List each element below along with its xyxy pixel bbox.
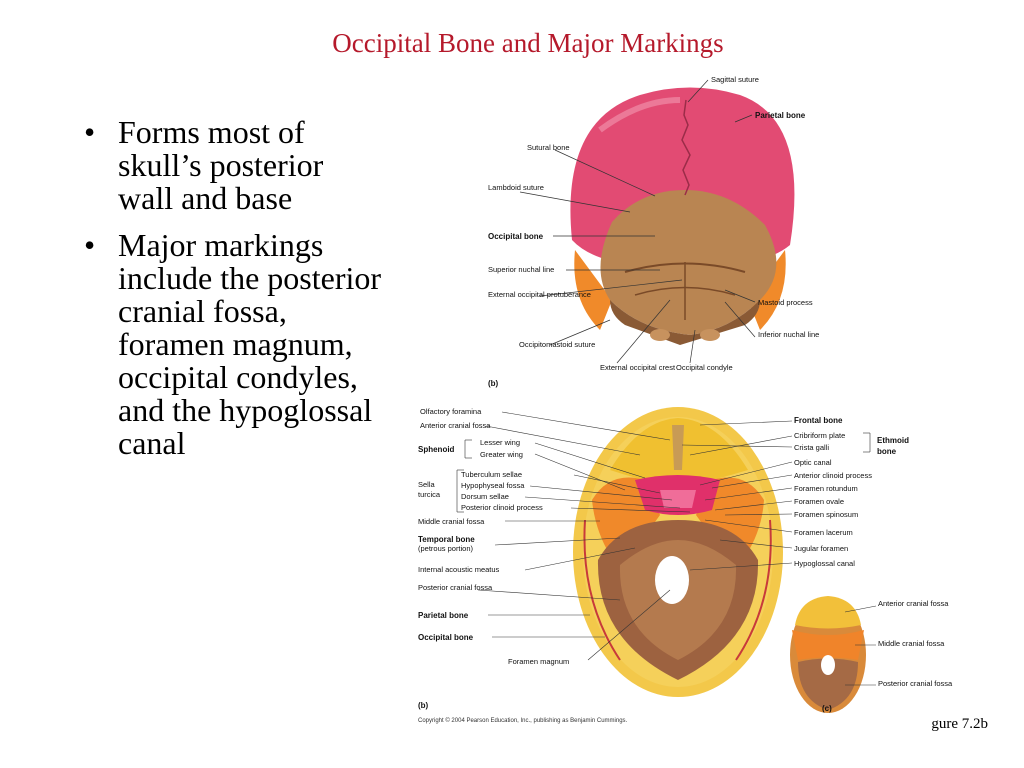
label-ethmoid-bone: bone: [877, 447, 897, 456]
label-occipital-bone-posterior: Occipital bone: [488, 232, 544, 241]
label-internal-acoustic-meatus: Internal acoustic meatus: [418, 565, 500, 574]
label-ethmoid: Ethmoid: [877, 436, 909, 445]
panel-label-posterior: (b): [488, 379, 499, 388]
panel-label-inset: (c): [822, 704, 832, 713]
label-posterior-cranial-fossa: Posterior cranial fossa: [418, 583, 493, 592]
slide-title: Occipital Bone and Major Markings: [332, 28, 724, 58]
label-foramen-spinosum: Foramen spinosum: [794, 510, 859, 519]
label-occipital-bone-superior: Occipital bone: [418, 633, 474, 642]
label-sagittal-suture: Sagittal suture: [711, 75, 759, 84]
bullet-icon: •: [84, 114, 96, 150]
label-sutural-bone: Sutural bone: [527, 143, 570, 152]
label-external-occipital-protuberance: External occipital protuberance: [488, 290, 591, 299]
label-inferior-nuchal-line: Inferior nuchal line: [758, 330, 820, 339]
label-turcica: turcica: [418, 490, 441, 499]
label-sphenoid: Sphenoid: [418, 445, 455, 454]
copyright-text: Copyright © 2004 Pearson Education, Inc., publishing as Benjamin Cummings.: [418, 718, 628, 724]
label-foramen-ovale: Foramen ovale: [794, 497, 845, 506]
label-cribriform-plate: Cribriform plate: [794, 431, 846, 440]
label-parietal-bone-posterior: Parietal bone: [755, 111, 806, 120]
label-crista-galli: Crista galli: [794, 443, 830, 452]
label-olfactory-foramina: Olfactory foramina: [420, 407, 482, 416]
label-anterior-cranial-fossa: Anterior cranial fossa: [420, 421, 491, 430]
label-middle-cranial-fossa: Middle cranial fossa: [418, 517, 485, 526]
label-inset-middle-cranial-fossa: Middle cranial fossa: [878, 639, 945, 648]
label-temporal-bone: Temporal bone: [418, 535, 475, 544]
label-lesser-wing: Lesser wing: [480, 438, 521, 447]
label-hypophyseal-fossa: Hypophyseal fossa: [461, 481, 525, 490]
label-jugular-foramen: Jugular foramen: [794, 544, 849, 553]
label-occipital-condyle: Occipital condyle: [676, 363, 733, 372]
bullet-text: Major markings include the posterior cranial fossa, foramen magnum, occipital condyles, and the hypoglossal canal: [118, 227, 382, 461]
label-parietal-bone-superior: Parietal bone: [418, 611, 469, 620]
label-anterior-clinoid-process: Anterior clinoid process: [794, 471, 872, 480]
label-foramen-magnum: Foramen magnum: [508, 657, 570, 666]
label-dorsum-sellae: Dorsum sellae: [461, 492, 509, 501]
label-frontal-bone: Frontal bone: [794, 416, 843, 425]
label-greater-wing: Greater wing: [480, 450, 523, 459]
bullet-icon: •: [84, 227, 96, 263]
bullet-text: Forms most of skull’s posterior wall and base: [118, 114, 324, 216]
label-mastoid-process: Mastoid process: [758, 298, 813, 307]
label-sella: Sella: [418, 480, 435, 489]
label-foramen-rotundum: Foramen rotundum: [794, 484, 858, 493]
figure-caption: gure 7.2b: [931, 716, 988, 732]
label-foramen-lacerum: Foramen lacerum: [794, 528, 853, 537]
label-lambdoid-suture: Lambdoid suture: [488, 183, 544, 192]
label-hypoglossal-canal: Hypoglossal canal: [794, 559, 855, 568]
label-occipitomastoid-suture: Occipitomastoid suture: [519, 340, 596, 349]
label-inset-posterior-cranial-fossa: Posterior cranial fossa: [878, 679, 953, 688]
label-tuberculum-sellae: Tuberculum sellae: [461, 470, 522, 479]
label-posterior-clinoid-process: Posterior clinoid process: [461, 503, 543, 512]
panel-label-superior: (b): [418, 701, 429, 710]
label-petrous-portion: (petrous portion): [418, 544, 474, 553]
label-external-occipital-crest: External occipital crest: [600, 363, 676, 372]
inset-view-illustration: [790, 596, 866, 713]
superior-view-illustration: [573, 407, 783, 697]
label-inset-anterior-cranial-fossa: Anterior cranial fossa: [878, 599, 949, 608]
label-optic-canal: Optic canal: [794, 458, 832, 467]
label-superior-nuchal-line: Superior nuchal line: [488, 265, 555, 274]
